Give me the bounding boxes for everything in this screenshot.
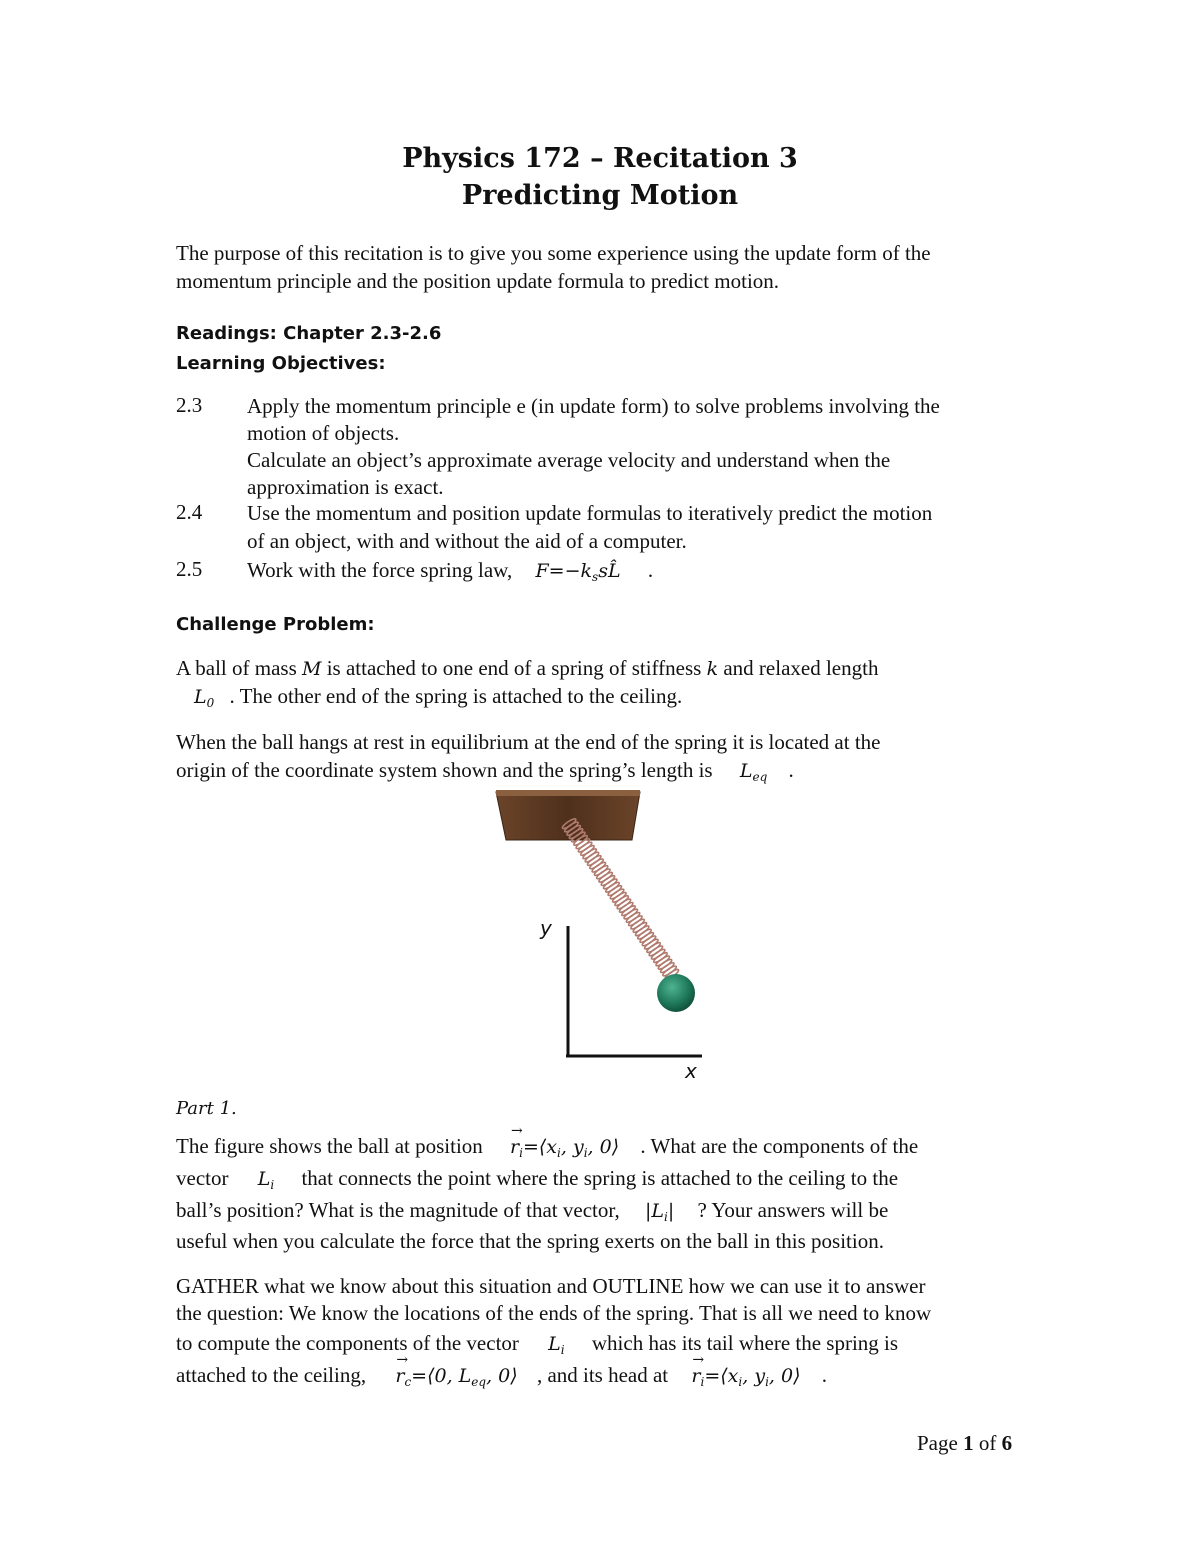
page-number: Page 1 of 6 (917, 1431, 1013, 1455)
readings-heading: Readings: Chapter 2.3-2.6 (176, 323, 442, 344)
objective-line: motion of objects. (247, 421, 400, 445)
objectives-heading: Learning Objectives: (176, 353, 386, 374)
gather-line-2: the question: We know the locations of the ends of the spring. That is all we need to know (176, 1301, 932, 1325)
part1-line-1: The figure shows the ball at position → $r_i=⟨x_i$, $y_i$, 0⟩ . What are the components of the (176, 1132, 1036, 1167)
challenge-heading: Challenge Problem: (176, 614, 375, 635)
ball (657, 974, 695, 1012)
page-title: Physics 172 – Recitation 3 (402, 143, 798, 174)
y-axis-label: y (540, 916, 552, 940)
objective-line: Apply the momentum principle e (in update form) to solve problems involving the (247, 394, 940, 418)
part1-heading: Part 1. (176, 1098, 237, 1119)
objective-number: 2.5 (176, 557, 203, 581)
page-subtitle: Predicting Motion (461, 180, 739, 211)
objective-number: 2.4 (176, 500, 203, 524)
objective-line: of an object, with and without the aid of a computer. (247, 529, 687, 553)
challenge-paragraph-2-cont: origin of the coordinate system shown and the spring’s length is $L_{eq}$ . (176, 758, 794, 784)
gather-line-3: to compute the components of the vector $L_i$ which has its tail where the spring is (176, 1331, 899, 1357)
gather-line-1: GATHER what we know about this situation and OUTLINE how we can use it to answer (176, 1274, 926, 1298)
objective-text: Work with the force spring law, (247, 558, 513, 582)
ceiling-top-edge (496, 790, 640, 796)
challenge-paragraph-2: When the ball hangs at rest in equilibrium at the end of the spring it is located at the (176, 730, 881, 754)
part1-line-2: vector $L_i$ that connects the point where the spring is attached to the ceiling to the (176, 1166, 899, 1192)
spring-ball-figure (490, 790, 720, 1085)
intro-line-2: momentum principle and the position update formula to predict motion. (176, 269, 780, 293)
part1-line-4: useful when you calculate the force that the spring exerts on the ball in this position. (176, 1229, 884, 1253)
objective-number: 2.3 (176, 393, 203, 417)
challenge-paragraph-1: A ball of mass M is attached to one end of a spring of stiffness k and relaxed length (176, 656, 879, 680)
x-axis-label: x (685, 1059, 697, 1083)
objective-line: Work with the force spring law, $F=-k_ssL̂$ . (247, 558, 654, 584)
part1-line-3: ball’s position? What is the magnitude of that vector, $|L_i|$ ? Your answers will be (176, 1198, 889, 1224)
spring (561, 817, 679, 980)
objective-line: Use the momentum and position update formulas to iteratively predict the motion (247, 501, 933, 525)
intro-line-1: The purpose of this recitation is to give you some experience using the update form of the (176, 241, 931, 265)
objective-line: approximation is exact. (247, 475, 444, 499)
objective-line: Calculate an object’s approximate average velocity and understand when the (247, 448, 891, 472)
challenge-paragraph-1-cont: $L_0$ . The other end of the spring is attached to the ceiling. (194, 684, 683, 710)
spring-force-formula: $F=-k_ssL̂$ (535, 560, 621, 584)
gather-line-4: attached to the ceiling, → $r_c=⟨0$, $L_{eq}$, 0⟩ , and its head at → $r_i=⟨x_i$, $y_i$, 0⟩ . (176, 1361, 1036, 1396)
